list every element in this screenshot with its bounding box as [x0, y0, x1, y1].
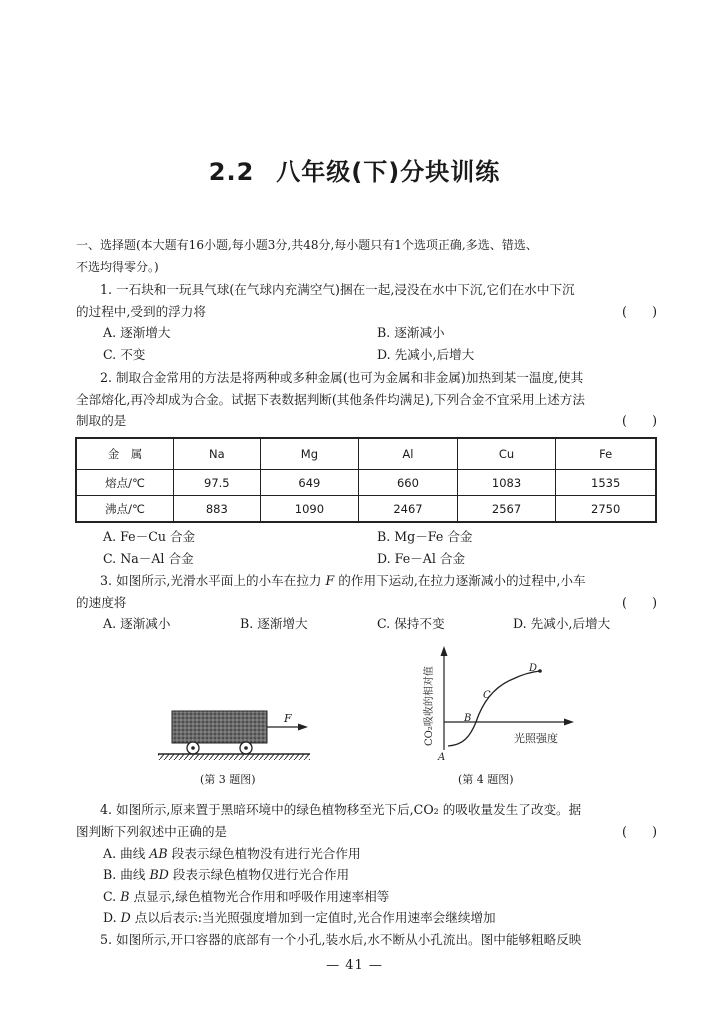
- q2-option-c: C. Na－Al 合金: [103, 551, 194, 566]
- q1-option-c: C. 不变: [103, 347, 146, 362]
- q3-option-b: B. 逐渐增大: [240, 616, 308, 631]
- table-cell: 649: [260, 470, 359, 496]
- table-header-cell: Cu: [457, 438, 556, 470]
- cart-body: [172, 711, 267, 743]
- table-row: [76, 496, 656, 523]
- q4-option-a-post: 段表示绿色植物没有进行光合作用: [167, 846, 361, 861]
- table-header-cell: Na: [174, 438, 261, 470]
- q2-stem-line3: 制取的是: [76, 413, 127, 428]
- q3-stem-line1: [100, 572, 656, 590]
- page-number: — 41 —: [326, 958, 383, 973]
- x-axis-label: 光照强度: [514, 732, 558, 745]
- q3-option-a: A. 逐渐减小: [103, 616, 171, 631]
- table-cell: 2467: [359, 496, 458, 523]
- q3-stem-a: 3. 如图所示,光滑水平面上的小车在拉力: [100, 573, 326, 588]
- table-cell: 1083: [457, 470, 556, 496]
- section-number: 2.2: [208, 158, 255, 186]
- force-label: F: [284, 712, 292, 725]
- point-d-marker: [538, 669, 542, 673]
- q4-option-d-var: D: [120, 910, 131, 925]
- q4-answer-bracket: ( ): [621, 824, 657, 839]
- q4-option-c-pre: C.: [103, 889, 121, 904]
- table-cell: 熔点/℃: [76, 470, 174, 496]
- q4-option-b-post: 段表示绿色植物仅进行光合作用: [168, 867, 350, 882]
- q2-stem-line2: 全部熔化,再冷却成为合金。试据下表数据判断(其他条件均满足),下列合金不宜采用上述方法: [76, 392, 585, 407]
- q4-option-b: [103, 866, 349, 884]
- q2-stem-line1: 2. 制取合金常用的方法是将两种或多种金属(也可为金属和非金属)加热到某一温度,使其: [100, 370, 584, 385]
- q3-answer-bracket: ( ): [621, 595, 657, 610]
- figure-4-caption: (第 4 题图): [458, 773, 514, 786]
- q1-option-d: D. 先减小,后增大: [377, 347, 475, 362]
- figure-3-caption: (第 3 题图): [200, 773, 256, 786]
- point-c-label: C: [483, 690, 491, 701]
- q4-option-b-pre: B. 曲线: [103, 867, 150, 882]
- section-heading-cont: 不选均得零分。): [76, 260, 159, 274]
- q4-stem-line1: 4. 如图所示,原来置于黑暗环境中的绿色植物移至光下后,CO₂ 的吸收量发生了改变。据: [100, 802, 582, 817]
- table-cell: 883: [174, 496, 261, 523]
- q4-option-a-var: AB: [149, 846, 168, 861]
- q3-stem-b: 的作用下运动,在拉力逐渐减小的过程中,小车: [334, 573, 586, 588]
- figure-3-cart: [150, 705, 325, 770]
- q4-option-c-post: 点显示,绿色植物光合作用和呼吸作用速率相等: [129, 889, 390, 904]
- ground-hatch: [158, 754, 310, 760]
- q1-answer-bracket: ( ): [621, 304, 657, 319]
- q4-option-c-var: B: [120, 889, 130, 904]
- q4-option-d: [103, 909, 496, 927]
- metal-properties-table: [75, 437, 657, 523]
- table-cell: 沸点/℃: [76, 496, 174, 523]
- q1-option-a: A. 逐渐增大: [103, 325, 171, 340]
- table-header-cell: Al: [359, 438, 458, 470]
- q4-option-d-pre: D.: [103, 910, 121, 925]
- table-header-cell: Fe: [556, 438, 656, 470]
- table-cell: 97.5: [174, 470, 261, 496]
- table-cell: 1090: [260, 496, 359, 523]
- page-title: [0, 152, 709, 187]
- point-a-label: A: [438, 752, 446, 763]
- q1-stem-line1: 1. 一石块和一玩具气球(在气球内充满空气)捆在一起,浸没在水中下沉,它们在水中下沉: [100, 282, 575, 297]
- q4-option-a-pre: A. 曲线: [103, 846, 150, 861]
- q4-option-d-post: 点以后表示:当光照强度增加到一定值时,光合作用速率会继续增加: [130, 910, 496, 925]
- q2-option-d: D. Fe－Al 合金: [377, 551, 466, 566]
- q4-stem-line2: 图判断下列叙述中正确的是: [76, 824, 228, 839]
- q4-option-a: [103, 845, 361, 863]
- q1-option-b: B. 逐渐减小: [377, 325, 445, 340]
- q5-stem-line1: 5. 如图所示,开口容器的底部有一个小孔,装水后,水不断从小孔流出。图中能够粗略反映: [100, 932, 582, 947]
- q2-option-b: B. Mg－Fe 合金: [377, 529, 473, 544]
- q3-option-c: C. 保持不变: [377, 616, 445, 631]
- q2-answer-bracket: ( ): [621, 413, 657, 428]
- q4-option-c: [103, 888, 389, 906]
- table-cell: 660: [359, 470, 458, 496]
- q3-option-d: D. 先减小,后增大: [513, 616, 611, 631]
- table-header-cell: 金 属: [76, 438, 174, 470]
- figure-4-graph: [418, 642, 588, 767]
- table-header-cell: Mg: [260, 438, 359, 470]
- table-cell: 2750: [556, 496, 656, 523]
- q3-force-var: F: [325, 573, 335, 588]
- q4-option-b-var: BD: [149, 867, 169, 882]
- q1-stem-line2: 的过程中,受到的浮力将: [76, 304, 206, 319]
- table-cell: 2567: [457, 496, 556, 523]
- section-title: 八年级(下)分块训练: [276, 158, 501, 186]
- point-d-label: D: [529, 663, 538, 674]
- q2-option-a: A. Fe－Cu 合金: [103, 529, 196, 544]
- point-b-label: B: [464, 713, 472, 724]
- q3-stem-line2: 的速度将: [76, 595, 127, 610]
- y-axis-label: CO₂吸收的相对值: [424, 666, 435, 746]
- table-header-row: [76, 438, 656, 470]
- table-row: [76, 470, 656, 496]
- section-heading: 一、选择题(本大题有16小题,每小题3分,共48分,每小题只有1个选项正确,多选、错选、: [76, 238, 538, 252]
- table-cell: 1535: [556, 470, 656, 496]
